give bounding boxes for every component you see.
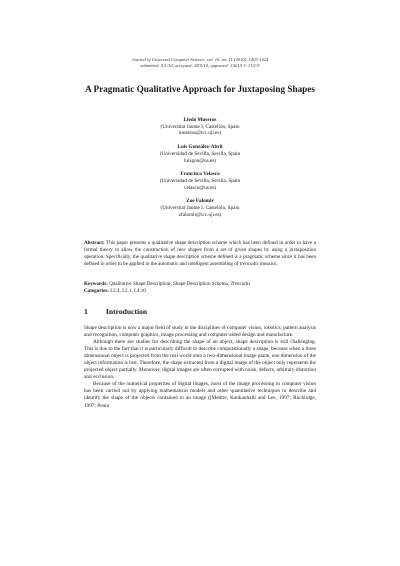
author-block bbox=[0, 117, 400, 137]
author-email: velasco@us.es) bbox=[183, 184, 217, 191]
keywords-label: Keywords: bbox=[84, 281, 108, 287]
author-email: museros@icc.uji.es) bbox=[178, 130, 222, 137]
abstract-text: This paper presents a qualitative shape description scheme which has been defined in order to have a formal theory to allow the construction of new shapes from a set of given shapes by using a juxtaposition operation. Specifically, the qualitative shape description scheme defined is a pragmatic scheme since it has been defined in order to be applied in the automatic and intelligent assembling of bbox=[84, 240, 316, 267]
author-name: Lledó Museros bbox=[183, 117, 217, 123]
author-name: Luis González-Abril bbox=[177, 144, 223, 151]
author-affiliation: (Universidad de Sevilla, Sevilla, Spain bbox=[159, 177, 241, 184]
keywords-block bbox=[84, 281, 316, 294]
abstract bbox=[84, 240, 316, 268]
categories-label: Categories: bbox=[84, 287, 109, 294]
paper-title: A Pragmatic Qualitative Approach for Juxtaposing Shapes bbox=[85, 84, 315, 94]
journal-header bbox=[0, 57, 400, 69]
keywords-italic-term: Trencadís bbox=[230, 281, 251, 287]
author-block bbox=[0, 198, 400, 218]
categories-line bbox=[84, 288, 316, 295]
categories-text: I.2.4, I.2.1, I.4.10 bbox=[110, 287, 146, 294]
author-affiliation: (Universitat Jaume I, Castellón, Spain bbox=[160, 205, 240, 212]
author-affiliation: (Universidad de Sevilla, Sevilla, Spain bbox=[159, 150, 241, 157]
journal-dates: submitted: 5/1/10, accepted: 28/5/10, appeared: 1/6/10 © J.UCS bbox=[140, 63, 260, 68]
keywords-line bbox=[84, 281, 316, 288]
author-affiliation: (Universitat Jaume I, Castellón, Spain bbox=[160, 123, 240, 130]
author-block bbox=[0, 144, 400, 164]
abstract-italic-term: trencadís bbox=[239, 260, 259, 267]
abstract-tail: mosaics. bbox=[259, 260, 278, 267]
section-heading bbox=[84, 307, 147, 317]
author-list bbox=[0, 117, 400, 225]
paragraph: Because of the numerical properties of digital images, most of the image processing in computer vision has been carried out by applying mathematical models and other quantitative techniques to describe and identify the shape of the objects contained in an image ([Mehtre, Kankanhalli and Lee, 1997; Rucklidge, 1997; Peura bbox=[84, 381, 316, 409]
abstract-label: Abstract: bbox=[84, 240, 105, 246]
author-email: luisgon@us.es) bbox=[183, 157, 216, 164]
paragraph: Although there are studies for describing the shape of an object, shape description is still challenging. This is due to the fact that it is particularly difficult to describe computationally a shape, because when a three dimensional object is projected from the real world onto a two-dimensional image plane, one dimension of the object information is lost. Therefore, the shape extracted from a digital image of the object only represents the projected object partially. Moreover, digital images are often corrupted with noise, defects, arbitrary distortion and occlusion. bbox=[84, 339, 316, 381]
journal-citation: Journal of Universal Computer Science, vol. 16, no. 11 (2010), 1403-1424 bbox=[131, 57, 269, 62]
author-email: zfalomir@icc.uji.es) bbox=[178, 211, 222, 218]
author-block bbox=[0, 171, 400, 191]
paragraph: Shape description is now a major field of study in the disciplines of computer vision, robotics, pattern analysis and recognition, computer graphics, image processing and computer-aided design and manufacture. bbox=[84, 325, 316, 339]
author-name: Francisco Velasco bbox=[180, 171, 220, 178]
section-number: 1 bbox=[84, 307, 88, 316]
keywords-text: Qualitative Shape Description, Shape Description Schema, bbox=[109, 281, 230, 287]
section-title: Introduction bbox=[105, 307, 148, 316]
body-text bbox=[84, 325, 316, 410]
author-name: Zoe Falomir bbox=[186, 198, 214, 205]
